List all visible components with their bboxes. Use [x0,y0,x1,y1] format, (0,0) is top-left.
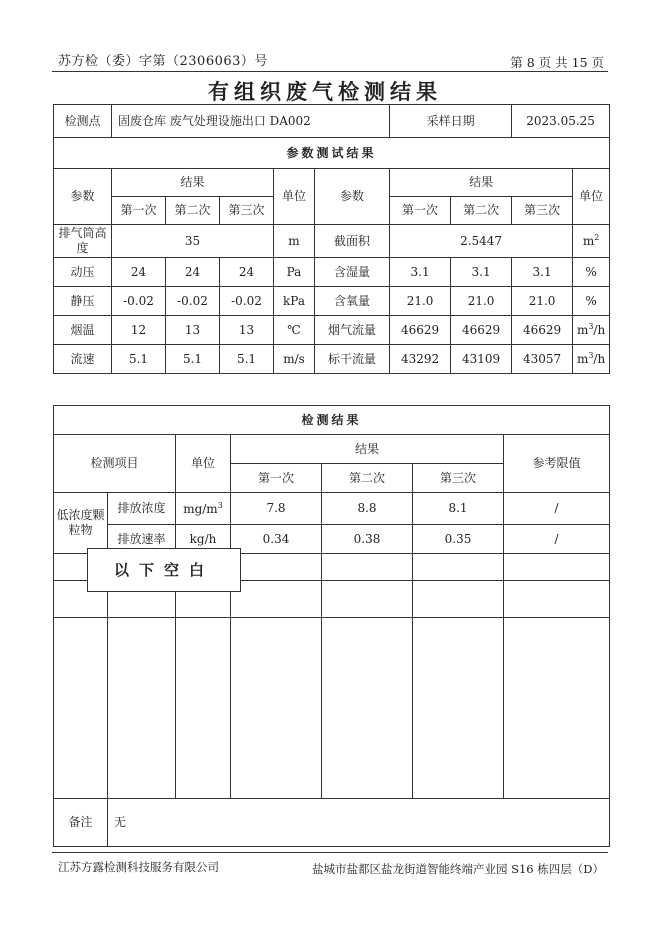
param-value: 21.0 [390,287,451,316]
param-value: 21.0 [512,287,573,316]
section-area-value: 2.5447 [390,225,573,258]
limit-header: 参考限值 [504,435,610,493]
round-header: 第三次 [220,197,274,225]
param-value: 43292 [390,345,451,374]
result-header-right: 结果 [390,169,573,197]
sampling-point-value: 固废仓库 废气处理设施出口 DA002 [112,105,390,138]
sampling-date-label: 采样日期 [390,105,512,138]
param-name: 烟温 [54,316,112,345]
param-value: 3.1 [451,258,512,287]
param-value: 46629 [512,316,573,345]
param-unit: % [573,287,610,316]
unit-header: 单位 [176,435,231,493]
result-value: 0.38 [322,525,413,554]
result-header-left: 结果 [112,169,274,197]
remarks-value: 无 [108,799,610,847]
param-value: 5.1 [220,345,274,374]
param-value: 12 [112,316,166,345]
round-header: 第二次 [322,464,413,493]
remarks-label: 备注 [54,799,108,847]
param-unit: kPa [274,287,315,316]
empty-cell [231,581,322,618]
results-table [53,405,610,847]
param-name: 标干流量 [315,345,390,374]
round-header: 第一次 [231,464,322,493]
empty-cell [322,618,413,799]
sampling-point-label: 检测点 [54,105,112,138]
param-header-left: 参数 [54,169,112,225]
round-header: 第一次 [390,197,451,225]
param-value: -0.02 [112,287,166,316]
empty-cell [322,581,413,618]
stack-height-unit: m [274,225,315,258]
param-value: 24 [220,258,274,287]
result-value: 0.34 [231,525,322,554]
param-unit: % [573,258,610,287]
empty-cell [176,618,231,799]
item-header: 检测项目 [54,435,176,493]
metric-name: 排放速率 [108,525,176,554]
param-value: 3.1 [512,258,573,287]
param-value: 24 [166,258,220,287]
empty-cell [413,618,504,799]
param-name: 含湿量 [315,258,390,287]
param-unit: $m^3/h$ [573,345,610,374]
param-name: 烟气流量 [315,316,390,345]
empty-cell [504,554,610,581]
param-value: -0.02 [166,287,220,316]
result-value: 8.1 [413,493,504,525]
round-header: 第一次 [112,197,166,225]
unit-header-right: 单位 [573,169,610,225]
param-value: 5.1 [166,345,220,374]
blank-below-stamp: 以下空白 [87,548,241,592]
empty-cell [54,618,108,799]
page-indicator: 第 8 页 共 15 页 [510,55,604,70]
param-unit: ℃ [274,316,315,345]
param-value: 5.1 [112,345,166,374]
empty-cell [231,554,322,581]
round-header: 第三次 [512,197,573,225]
unit-header-left: 单位 [274,169,315,225]
empty-cell [504,618,610,799]
section-area-unit: $m^2$ [573,225,610,258]
section-area-label: 截面积 [315,225,390,258]
param-value: 24 [112,258,166,287]
result-value: 7.8 [231,493,322,525]
param-unit: $m^3/h$ [573,316,610,345]
round-header: 第二次 [451,197,512,225]
param-unit: Pa [274,258,315,287]
empty-cell [322,554,413,581]
param-value: 13 [166,316,220,345]
parameter-table [53,104,610,374]
empty-cell [413,581,504,618]
results-section-title: 检测结果 [54,406,610,435]
limit-value: / [504,525,610,554]
metric-unit: kg/h [176,525,231,554]
empty-cell [231,618,322,799]
param-name: 动压 [54,258,112,287]
result-header: 结果 [231,435,504,464]
param-value: 43057 [512,345,573,374]
param-value: 43109 [451,345,512,374]
param-value: 3.1 [390,258,451,287]
metric-unit: $mg/m^3$ [176,493,231,525]
param-value: 13 [220,316,274,345]
param-value: 46629 [390,316,451,345]
stack-height-label: 排气筒高度 [54,225,112,258]
header-divider [52,71,608,72]
company-name: 江苏方露检测科技服务有限公司 [58,860,219,874]
round-header: 第二次 [166,197,220,225]
result-value: 0.35 [413,525,504,554]
company-address: 盐城市盐都区盐龙街道智能终端产业园 S16 栋四层（D） [311,862,604,876]
footer-divider [52,852,608,853]
empty-cell [108,618,176,799]
param-value: 21.0 [451,287,512,316]
round-header: 第三次 [413,464,504,493]
param-value: -0.02 [220,287,274,316]
param-header-right: 参数 [315,169,390,225]
limit-value: / [504,493,610,525]
parameter-section-title: 参数测试结果 [54,138,610,169]
param-value: 46629 [451,316,512,345]
stack-height-value: 35 [112,225,274,258]
empty-cell [413,554,504,581]
param-unit: m/s [274,345,315,374]
document-number: 苏方检（委）字第（2306063）号 [58,54,268,69]
param-name: 含氧量 [315,287,390,316]
param-name: 静压 [54,287,112,316]
param-name: 流速 [54,345,112,374]
pollutant-name: 低浓度颗粒物 [54,493,108,554]
sampling-date-value: 2023.05.25 [512,105,610,138]
result-value: 8.8 [322,493,413,525]
empty-cell [504,581,610,618]
report-title: 有组织废气检测结果 [208,79,442,104]
metric-name: 排放浓度 [108,493,176,525]
